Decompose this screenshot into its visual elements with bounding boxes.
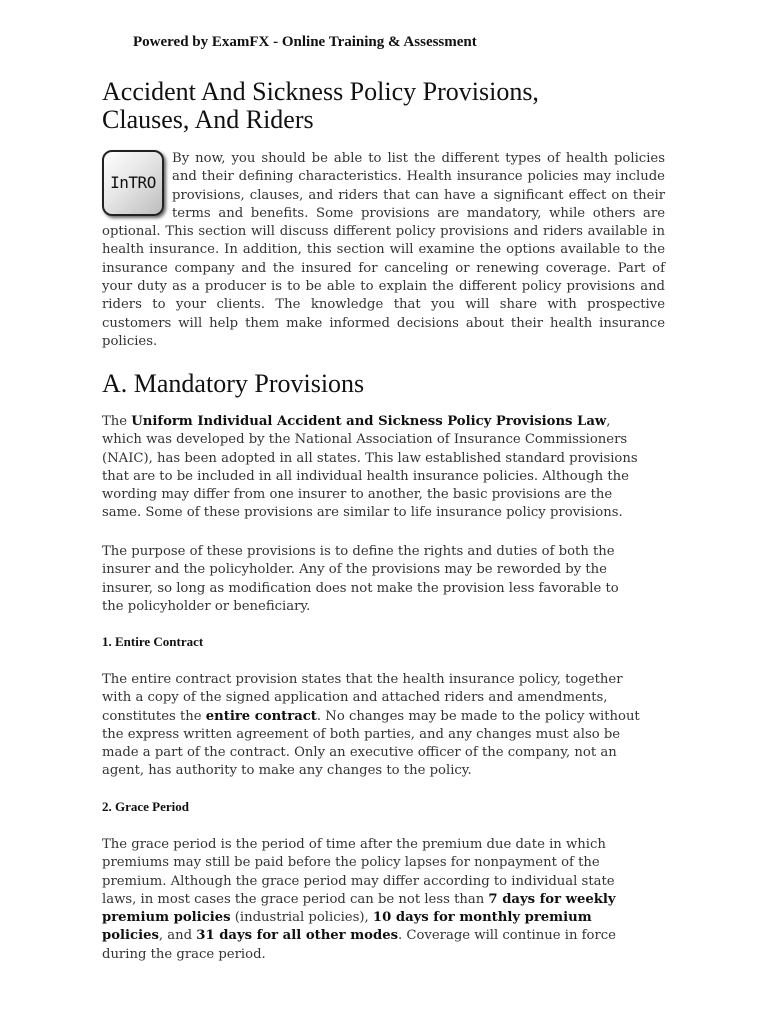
subheading-entire-contract: 1. Entire Contract	[102, 634, 204, 649]
entire-contract-term: entire contract	[205, 708, 317, 724]
intro-block	[102, 150, 665, 351]
text-span: , and	[158, 928, 197, 944]
text-span: The entire contract provision states that the health insurance policy, together with a copy of the signed application and attached riders and amendments, constitutes the	[102, 672, 623, 724]
grace-period-paragraph	[102, 836, 640, 964]
page-title-line-1: Accident And Sickness Policy Provisions,	[102, 77, 539, 106]
uniform-law-term: Uniform Individual Accident and Sickness Policy Provisions Law	[131, 414, 607, 429]
mandatory-provisions-paragraph-2: The purpose of these provisions is to define the rights and duties of both the insurer and the policyholder. Any of the provisions may be reworded by the insurer, so long as modification does not make the provision less favorable to the policyholder or beneficiary.	[102, 544, 619, 614]
other-modes-grace-term: 31 days for all other modes	[196, 928, 399, 944]
intro-icon-label: InTRO	[110, 172, 156, 192]
page-title	[102, 78, 662, 134]
page-title-line-2: Clauses, And Riders	[102, 105, 314, 134]
text-span: . No changes may be made to the policy without the express written agreement of both parties, and any changes must also be made a part of the contract. Only an executive officer of the company, not an agent, has authority to make any changes to the policy.	[102, 708, 640, 779]
text-span: (industrial policies),	[230, 910, 373, 926]
weekly-grace-term: 7 days for weekly premium policies	[102, 891, 616, 926]
section-heading-mandatory-provisions: A. Mandatory Provisions	[102, 369, 365, 398]
text-span: The grace period is the period of time after the premium due date in which premiums may still be paid before the policy lapses for nonpayment of the premium. Although the grace period may differ according to individual state laws, in most cases the grace period can be not less than	[102, 837, 615, 907]
header-powered-by: Powered by ExamFX - Online Training & Assessment	[133, 34, 477, 50]
intro-text: By now, you should be able to list the different types of health policies and their defining characteristics. Health insurance policies may include provisions, clauses, and riders that can have a significant effect on their terms and benefits. Some provisions are mandatory, while others are optional. This section will discuss different policy provisions and riders available in health insurance. In addition, this section will examine the options available to the insurance company and the insured for canceling or renewing coverage. Part of your duty as a producer is to be able to explain the different policy provisions and riders to your clients. The knowledge that you will share with prospective customers will help them make informed decisions about their health insurance policies.	[102, 151, 665, 349]
text-span: , which was developed by the National Association of Insurance Commissioners (NAIC), has been adopted in all states. This law established standard provisions that are to be included in all individual health insurance policies. Although the wording may differ from one insurer to another, the basic provisions are the same. Some of these provisions are similar to life insurance policy provisions.	[102, 414, 638, 521]
text-span: . Coverage will continue in force during the grace period.	[102, 928, 616, 962]
entire-contract-paragraph	[102, 671, 640, 781]
subheading-grace-period: 2. Grace Period	[102, 799, 189, 814]
intro-icon	[102, 150, 164, 216]
text-span: The	[102, 414, 132, 429]
mandatory-provisions-paragraph-1	[102, 413, 640, 523]
monthly-grace-term: 10 days for monthly premium policies	[102, 910, 592, 944]
